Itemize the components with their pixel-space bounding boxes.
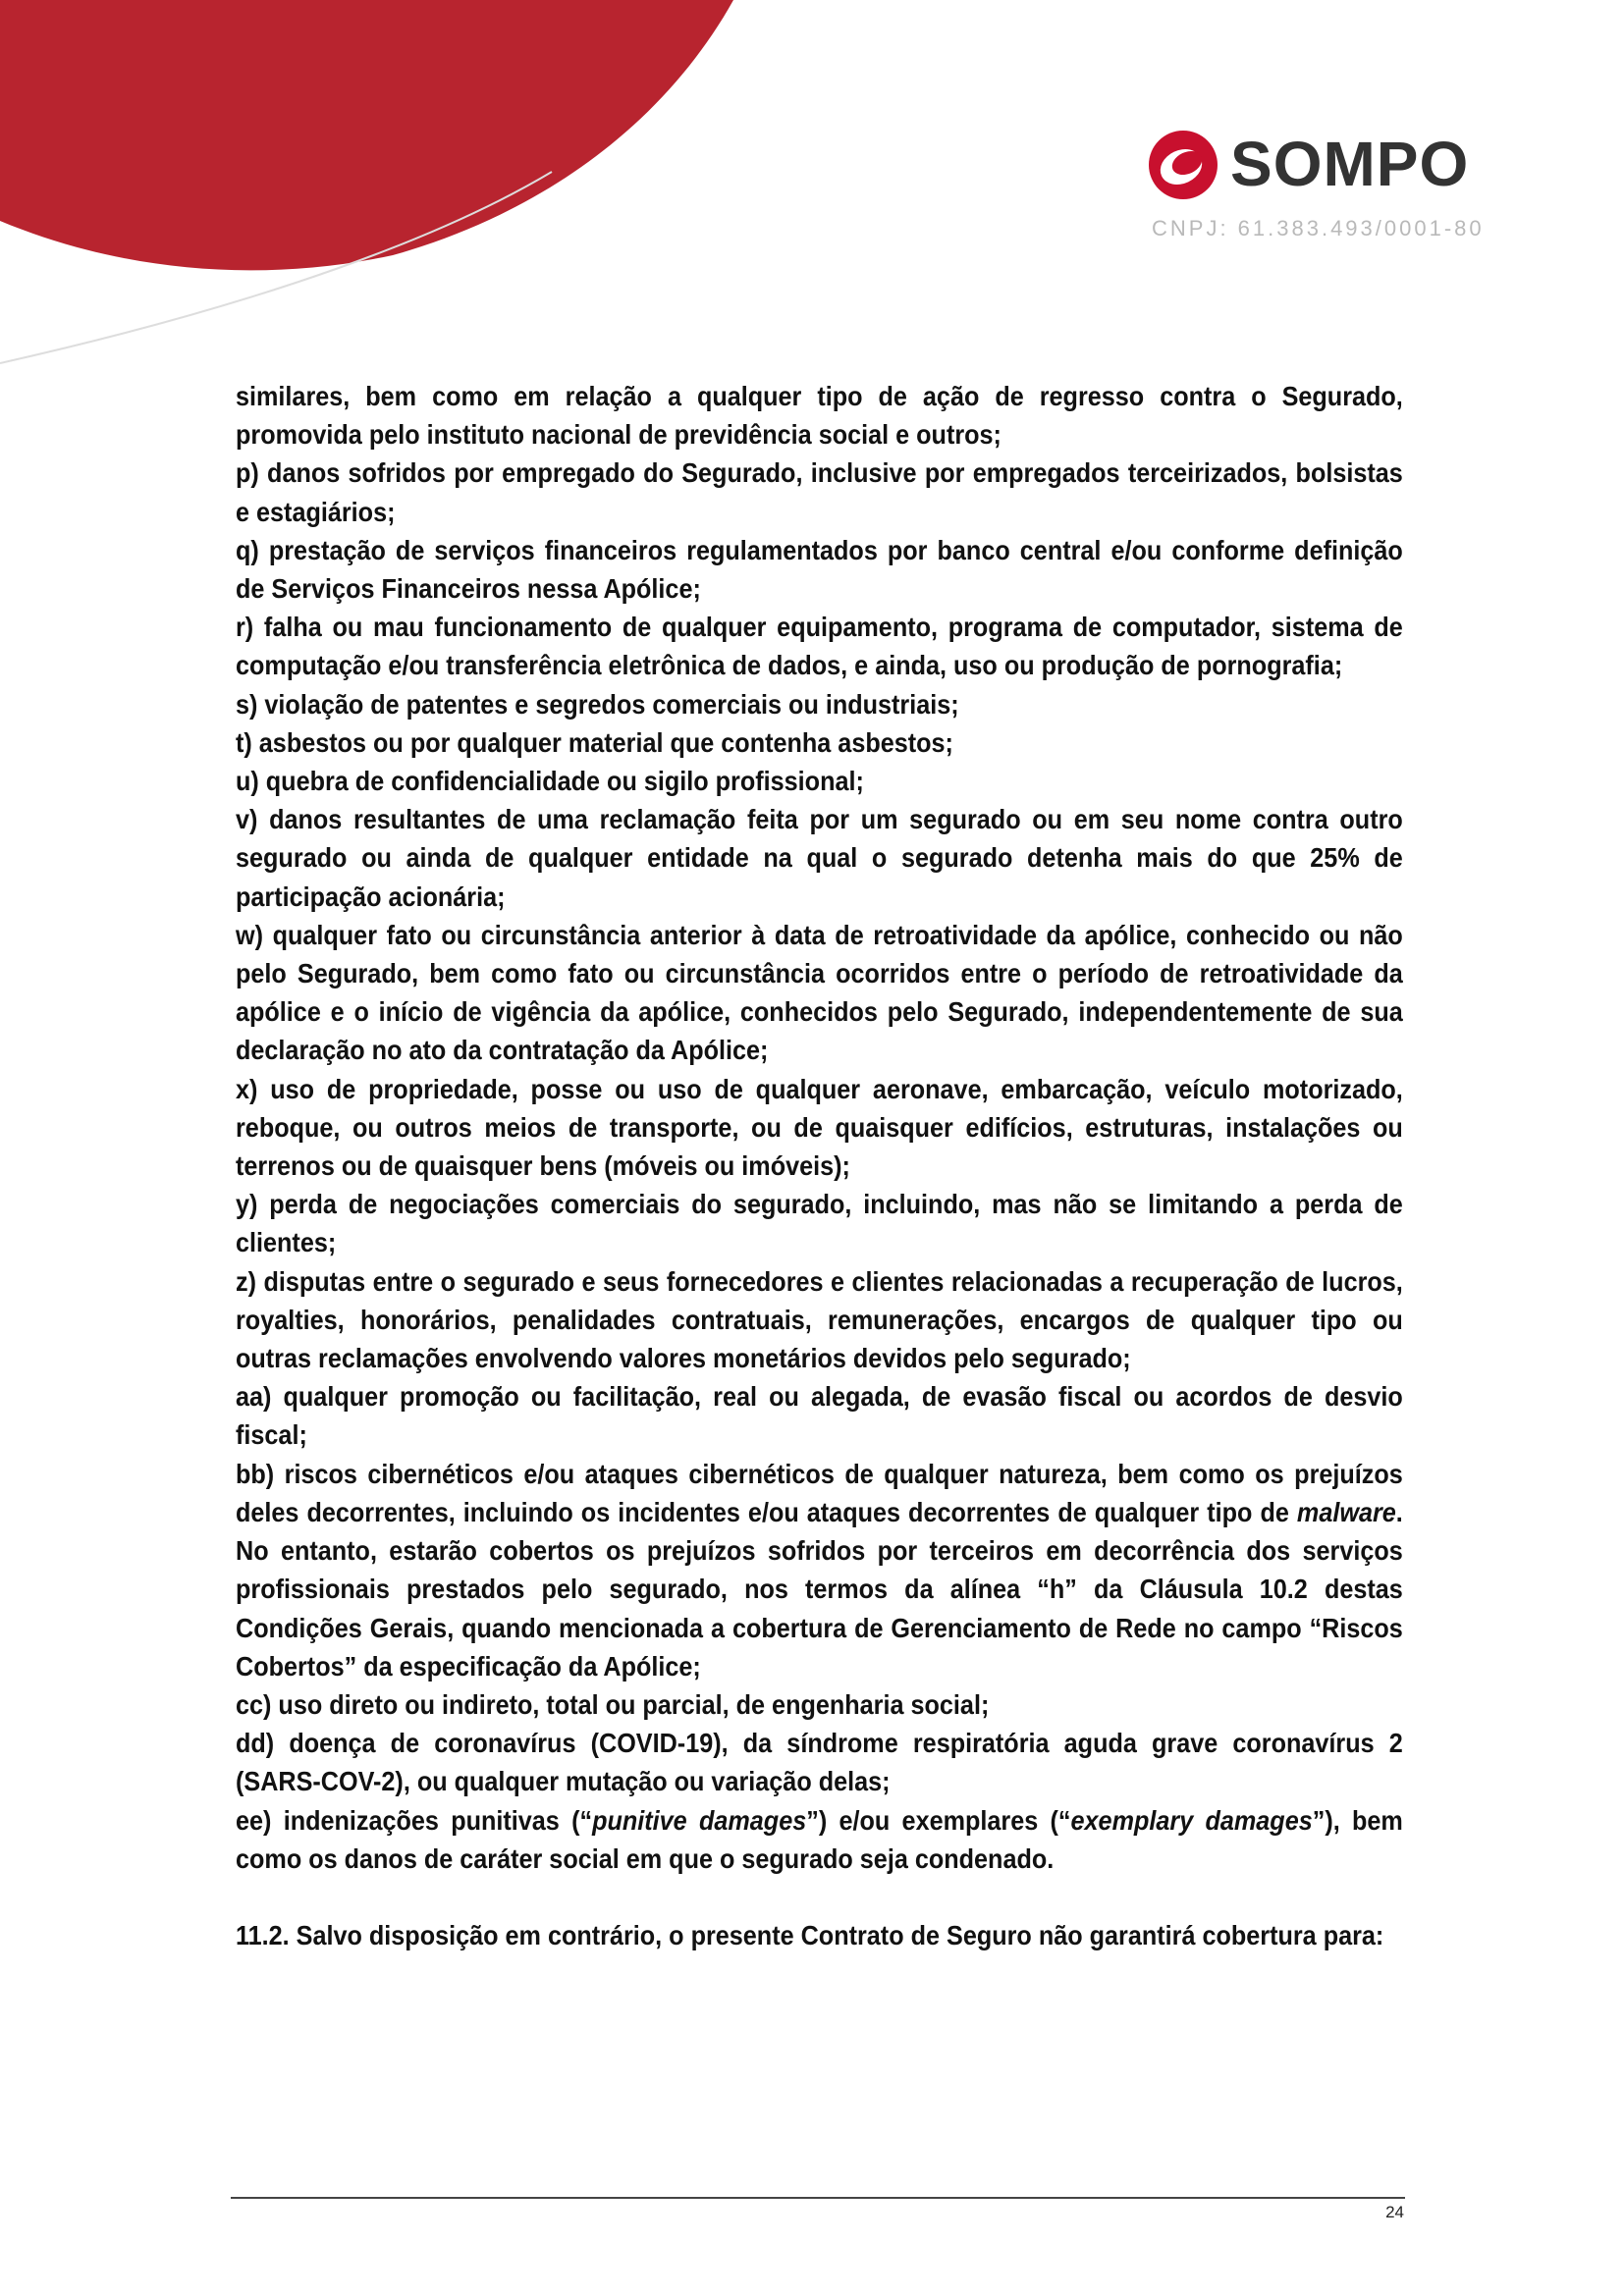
item-q: q) prestação de serviços financeiros regulamentados por banco central e/ou conforme definição de Serviços Financeiros nessa Apólice; <box>236 534 1403 605</box>
item-t: t) asbestos ou por qualquer material que contenha asbestos; <box>236 726 953 758</box>
item-z: z) disputas entre o segurado e seus fornecedores e clientes relacionadas a recuperação de lucros, royalties, honorários, penalidades contratuais, remunerações, encargos de qualquer tipo ou outras reclamações envolvendo valores monetários devidos pelo segurado; <box>236 1265 1403 1374</box>
sompo-logo-text: SOMPO <box>1230 129 1470 199</box>
item-aa: aa) qualquer promoção ou facilitação, real ou alegada, de evasão fiscal ou acordos de desvio fiscal; <box>236 1381 1403 1451</box>
clause-11-2: 11.2. Salvo disposição em contrário, o presente Contrato de Seguro não garantirá cobertura para: <box>236 1919 1384 1950</box>
paragraph-continuation: similares, bem como em relação a qualquer tipo de ação de regresso contra o Segurado, promovida pelo instituto nacional de previdência social e outros; <box>236 381 1403 451</box>
item-ee-text-1: ee) indenizações punitivas (“ <box>236 1804 593 1836</box>
sompo-logo-mark <box>1144 126 1222 204</box>
item-ee-text-3: ”), bem como os danos de caráter social em que o segurado seja condenado. <box>236 1804 1403 1874</box>
item-r: r) falha ou mau funcionamento de qualquer equipamento, programa de computador, sistema de computação e/ou transferência eletrônica de dados, e ainda, uso ou produção de pornografia; <box>236 612 1403 681</box>
item-bb-text-2: . No entanto, estarão cobertos os prejuízos sofridos por terceiros em decorrência dos serviços profissionais prestados pelo segurado, nos termos da alínea “h” da Cláusula 10.2 destas Condições Gerais, quando mencionada a cobertura de Gerenciamento de Rede no campo “Riscos Cobertos” da especificação da Apólice; <box>236 1496 1403 1682</box>
item-ee-text-2: ”) e/ou exemplares (“ <box>806 1804 1071 1836</box>
item-dd: dd) doença de coronavírus (COVID-19), da síndrome respiratória aguda grave coronavírus 2 (SARS-COV-2), ou qualquer mutação ou variação delas; <box>236 1728 1403 1797</box>
header-decoration <box>0 0 805 393</box>
item-v: v) danos resultantes de uma reclamação feita por um segurado ou em seu nome contra outro segurado ou ainda de qualquer entidade na qual o segurado detenha mais do que 25% de participação acionária; <box>236 804 1403 912</box>
item-cc: cc) uso direto ou indireto, total ou parcial, de engenharia social; <box>236 1688 990 1720</box>
item-ee-punitive: punitive damages <box>592 1804 807 1836</box>
item-bb-text-1: bb) riscos cibernéticos e/ou ataques cibernéticos de qualquer natureza, bem como os prejuízos deles decorrentes, incluindo os incidentes e/ou ataques decorrentes de qualquer tipo de <box>236 1458 1403 1527</box>
item-ee <box>236 1801 1403 1878</box>
item-bb <box>236 1455 1403 1685</box>
item-x: x) uso de propriedade, posse ou uso de qualquer aeronave, embarcação, veículo motorizado, reboque, ou outros meios de transporte, ou de quaisquer edifícios, estruturas, instalações ou terrenos ou de quaisquer bens (móveis ou imóveis); <box>236 1073 1403 1182</box>
sompo-logo <box>1144 126 1537 243</box>
item-w: w) qualquer fato ou circunstância anterior à data de retroatividade da apólice, conhecido ou não pelo Segurado, bem como fato ou circunstância ocorridos entre o período de retroatividade da apólice e o início de vigência da apólice, conhecidos pelo Segurado, independentemente de sua declaração no ato da contratação da Apólice; <box>236 919 1403 1066</box>
paragraph-gap <box>236 1878 1404 1916</box>
page-number: 24 <box>1385 2203 1404 2221</box>
item-bb-malware: malware <box>1296 1496 1396 1527</box>
red-swoosh-shape <box>0 0 733 270</box>
cnpj-text: CNPJ: 61.383.493/0001-80 <box>1152 216 1485 240</box>
item-u: u) quebra de confidencialidade ou sigilo profissional; <box>236 766 864 797</box>
item-y: y) perda de negociações comerciais do segurado, incluindo, mas não se limitando a perda de clientes; <box>236 1189 1403 1258</box>
document-body <box>236 377 1404 1954</box>
item-ee-exemplary: exemplary damages <box>1070 1804 1313 1836</box>
footer-divider <box>231 2197 1405 2199</box>
item-p: p) danos sofridos por empregado do Segurado, inclusive por empregados terceirizados, bolsistas e estagiários; <box>236 457 1403 527</box>
item-s: s) violação de patentes e segredos comerciais ou industriais; <box>236 688 959 720</box>
